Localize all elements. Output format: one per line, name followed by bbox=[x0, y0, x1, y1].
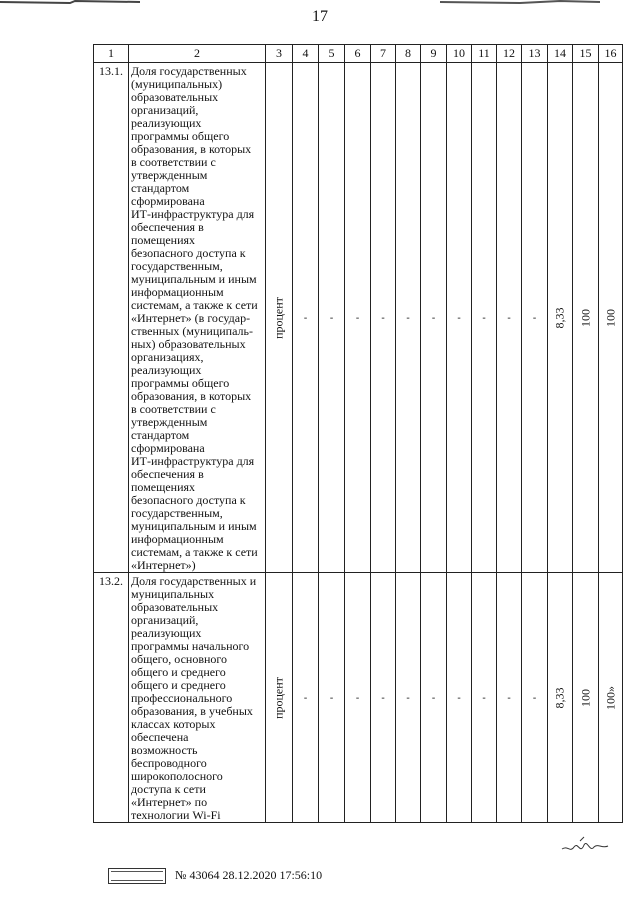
name-line: образования, в учебных bbox=[131, 704, 253, 718]
name-line: широкополосного bbox=[131, 769, 223, 783]
registration-details: 43064 28.12.2020 17:56:10 bbox=[189, 868, 323, 882]
name-line: ИТ-инфраструктура для bbox=[131, 207, 255, 221]
name-line: информационным bbox=[131, 532, 224, 546]
name-line: государственным, bbox=[131, 259, 223, 273]
dash-value: - bbox=[329, 312, 334, 323]
value-cell bbox=[396, 63, 421, 573]
dash-value: - bbox=[507, 312, 511, 323]
name-line: сформирована bbox=[131, 194, 205, 208]
unit-label: процент bbox=[271, 676, 286, 719]
value-cell bbox=[319, 63, 345, 573]
value-cell bbox=[497, 573, 522, 823]
name-line: образования, в которых bbox=[131, 142, 252, 156]
name-line: ных) образовательных bbox=[131, 337, 246, 351]
document-registration-info bbox=[175, 868, 322, 883]
value-cell-14 bbox=[548, 573, 573, 823]
value-cell bbox=[447, 573, 472, 823]
value-cell bbox=[421, 573, 447, 823]
name-line: ИТ-инфраструктура для bbox=[131, 454, 255, 468]
name-line: обеспечения в bbox=[131, 220, 204, 234]
value-cell-14 bbox=[548, 63, 573, 573]
name-line: организаций, bbox=[131, 103, 199, 117]
unit-label: процент bbox=[271, 296, 286, 339]
value-cell bbox=[472, 63, 497, 573]
name-line: общего, основного bbox=[131, 652, 228, 666]
value-cell-15 bbox=[573, 63, 599, 573]
name-line: обеспечена bbox=[131, 730, 189, 744]
page-number: 17 bbox=[312, 8, 328, 25]
name-line: реализующих bbox=[131, 363, 202, 377]
value-cell bbox=[345, 573, 371, 823]
name-line: государственным, bbox=[131, 506, 223, 520]
dash-value: - bbox=[507, 692, 511, 703]
column-number-8: 8 bbox=[396, 45, 421, 63]
dash-value: - bbox=[355, 312, 360, 323]
name-line: организациях, bbox=[131, 350, 204, 364]
name-line: программы общего bbox=[131, 129, 230, 143]
name-line: образовательных bbox=[131, 600, 219, 614]
dash-value: - bbox=[532, 312, 537, 323]
name-line: общего и среднего bbox=[131, 678, 226, 692]
dash-value: - bbox=[532, 692, 537, 703]
indicator-table bbox=[93, 44, 623, 823]
value-cell bbox=[472, 573, 497, 823]
dash-value: - bbox=[355, 692, 360, 703]
value-16: 100 bbox=[603, 308, 617, 327]
name-line: системам, а также к сети bbox=[131, 298, 258, 312]
value-cell bbox=[497, 63, 522, 573]
indicator-name bbox=[129, 63, 266, 573]
value-15: 100 bbox=[578, 308, 592, 327]
column-number-3: 3 bbox=[266, 45, 293, 63]
name-line: в соответствии с bbox=[131, 155, 216, 169]
column-number-1: 1 bbox=[94, 45, 129, 63]
dash-value: - bbox=[329, 692, 334, 703]
name-line: образовательных bbox=[131, 90, 219, 104]
name-line: технологии Wi-Fi bbox=[131, 808, 221, 822]
name-line: беспроводного bbox=[131, 756, 207, 770]
dash-value: - bbox=[381, 312, 385, 323]
column-number-10: 10 bbox=[447, 45, 472, 63]
dash-value: - bbox=[303, 692, 308, 703]
handwritten-signature bbox=[560, 835, 610, 861]
dash-value: - bbox=[381, 692, 385, 703]
name-line: возможность bbox=[131, 743, 198, 757]
dash-value: - bbox=[482, 312, 486, 323]
name-line: помещениях bbox=[131, 233, 196, 247]
name-line: программы общего bbox=[131, 376, 230, 390]
column-number-15: 15 bbox=[573, 45, 599, 63]
name-line: в соответствии с bbox=[131, 402, 216, 416]
name-line: (муниципальных) bbox=[131, 77, 223, 91]
column-number-2: 2 bbox=[129, 45, 266, 63]
column-number-9: 9 bbox=[421, 45, 447, 63]
value-cell-16 bbox=[599, 63, 623, 573]
value-cell bbox=[522, 573, 548, 823]
name-line: реализующих bbox=[131, 116, 202, 130]
dash-value: - bbox=[482, 692, 486, 703]
name-line: стандартом bbox=[131, 428, 190, 442]
unit-cell bbox=[266, 573, 293, 823]
column-number-12: 12 bbox=[497, 45, 522, 63]
dash-value: - bbox=[457, 692, 461, 703]
column-number-5: 5 bbox=[319, 45, 345, 63]
column-number-6: 6 bbox=[345, 45, 371, 63]
value-cell bbox=[396, 573, 421, 823]
name-line: Доля государственных bbox=[131, 64, 247, 78]
value-cell bbox=[522, 63, 548, 573]
number-sign: № bbox=[175, 868, 187, 882]
dash-value: - bbox=[431, 692, 436, 703]
scan-edge-artifact bbox=[0, 0, 640, 6]
name-line: системам, а также к сети bbox=[131, 545, 258, 559]
dash-value: - bbox=[457, 312, 461, 323]
name-line: муниципальным и иным bbox=[131, 272, 257, 286]
name-line: образования, в которых bbox=[131, 389, 252, 403]
name-line: безопасного доступа к bbox=[131, 246, 246, 260]
value-cell-16 bbox=[599, 573, 623, 823]
name-line: «Интернет» по bbox=[131, 795, 208, 809]
name-line: классах которых bbox=[131, 717, 216, 731]
dash-value: - bbox=[406, 692, 410, 703]
name-line: программы начального bbox=[131, 639, 250, 653]
name-line: сформирована bbox=[131, 441, 205, 455]
table-row bbox=[94, 573, 623, 823]
value-cell bbox=[319, 573, 345, 823]
value-cell bbox=[371, 63, 396, 573]
value-cell bbox=[345, 63, 371, 573]
value-14: 8,33 bbox=[552, 687, 567, 708]
row-number: 13.2. bbox=[94, 573, 129, 823]
column-number-16: 16 bbox=[599, 45, 623, 63]
name-line: общего и среднего bbox=[131, 665, 226, 679]
registry-stamp-icon bbox=[108, 868, 166, 884]
value-cell bbox=[293, 573, 319, 823]
value-14: 8,33 bbox=[552, 307, 567, 328]
column-number-4: 4 bbox=[293, 45, 319, 63]
name-line: организаций, bbox=[131, 613, 199, 627]
column-number-7: 7 bbox=[371, 45, 396, 63]
name-line: Доля государственных и bbox=[131, 574, 257, 588]
name-line: муниципальным и иным bbox=[131, 519, 257, 533]
value-15: 100 bbox=[578, 688, 592, 707]
name-line: ственных (муниципаль- bbox=[131, 324, 253, 338]
name-line: муниципальных bbox=[131, 587, 215, 601]
indicator-name bbox=[129, 573, 266, 823]
column-number-13: 13 bbox=[522, 45, 548, 63]
name-line: обеспечения в bbox=[131, 467, 204, 481]
name-line: помещениях bbox=[131, 480, 196, 494]
value-cell-15 bbox=[573, 573, 599, 823]
name-line: информационным bbox=[131, 285, 224, 299]
row-number: 13.1. bbox=[94, 63, 129, 573]
value-cell bbox=[421, 63, 447, 573]
name-line: профессионального bbox=[131, 691, 233, 705]
name-line: «Интернет») bbox=[131, 558, 196, 572]
unit-cell bbox=[266, 63, 293, 573]
name-line: «Интернет» (в государ- bbox=[131, 311, 251, 325]
value-cell bbox=[293, 63, 319, 573]
value-cell bbox=[447, 63, 472, 573]
name-line: утвержденным bbox=[131, 168, 208, 182]
name-line: утвержденным bbox=[131, 415, 208, 429]
dash-value: - bbox=[431, 312, 436, 323]
column-number-11: 11 bbox=[472, 45, 497, 63]
dash-value: - bbox=[406, 312, 410, 323]
dash-value: - bbox=[303, 312, 308, 323]
value-cell bbox=[371, 573, 396, 823]
column-number-14: 14 bbox=[548, 45, 573, 63]
column-header-row bbox=[94, 45, 623, 63]
name-line: реализующих bbox=[131, 626, 202, 640]
table-row bbox=[94, 63, 623, 573]
name-line: безопасного доступа к bbox=[131, 493, 246, 507]
value-16: 100» bbox=[603, 685, 617, 710]
name-line: доступа к сети bbox=[131, 782, 206, 796]
name-line: стандартом bbox=[131, 181, 190, 195]
